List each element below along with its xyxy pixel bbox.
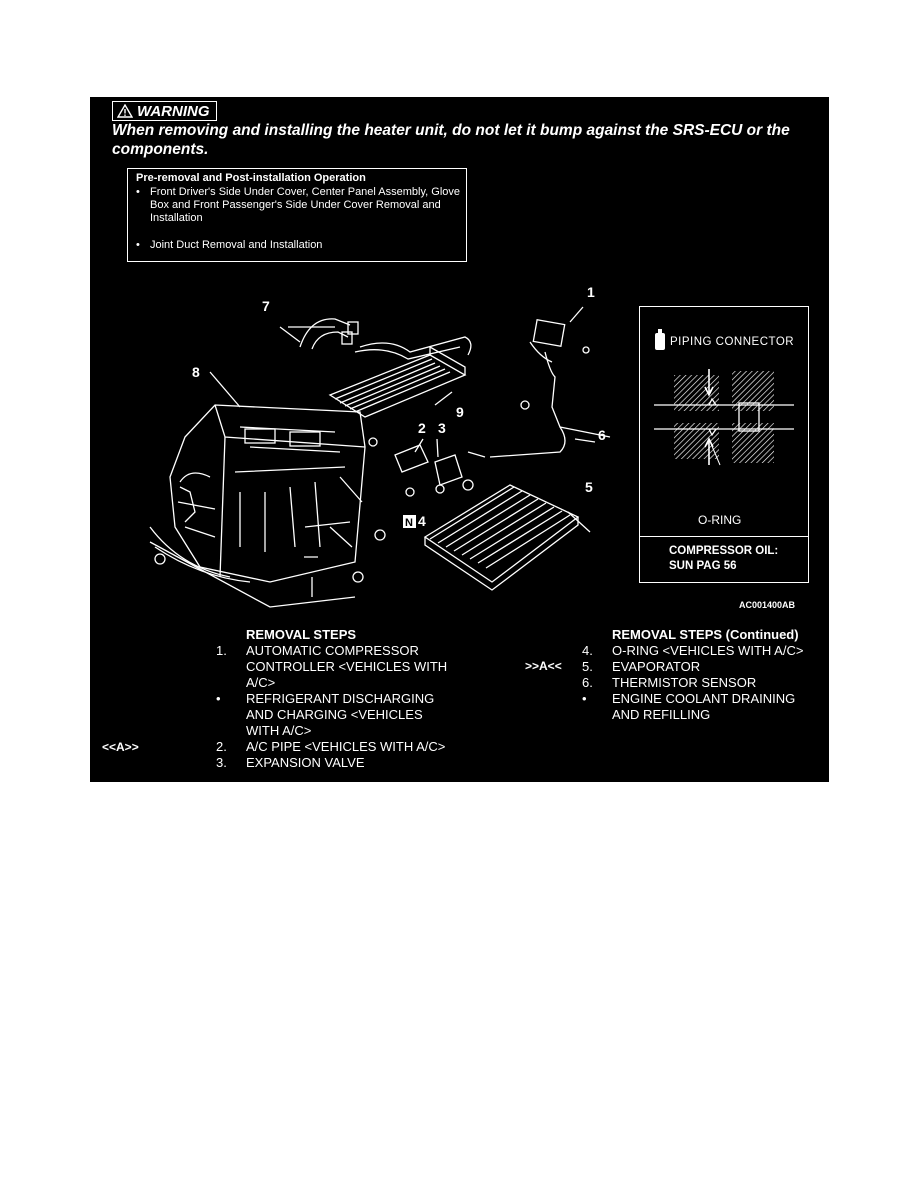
service-manual-panel: [90, 97, 829, 782]
pre-removal-box: [127, 168, 467, 262]
callout-2: 2: [418, 420, 426, 436]
pre-removal-item: • Front Driver's Side Under Cover, Center Panel Assembly, Glove Box and Front Passenger's Side Under Cover Removal and Installation: [136, 186, 461, 224]
step-number: 5.: [582, 659, 593, 674]
expansion-valve: [369, 438, 473, 496]
step-bullet: •: [216, 691, 221, 706]
callout-5: 5: [585, 479, 593, 495]
step-number: 6.: [582, 675, 593, 690]
oring-label: O-RING: [698, 513, 742, 527]
step-text: ENGINE COOLANT DRAINING AND REFILLING: [612, 691, 796, 722]
figure-id: AC001400AB: [739, 600, 796, 610]
step-number: 2.: [216, 739, 227, 754]
pre-removal-item: • Joint Duct Removal and Installation: [136, 239, 323, 251]
callout-6: 6: [598, 427, 606, 443]
callout-8: 8: [192, 364, 200, 380]
removal-steps-continued-header: REMOVAL STEPS (Continued): [612, 627, 799, 642]
piping-connector-title: PIPING CONNECTOR: [670, 336, 795, 348]
step-bullet: •: [582, 691, 587, 706]
compressor-controller: [468, 320, 610, 457]
step-number: 3.: [216, 755, 227, 770]
callout-1: 1: [587, 284, 595, 300]
detail-divider: [640, 536, 808, 537]
step-text: O-RING <VEHICLES WITH A/C>: [612, 643, 804, 658]
step-code: >>A<<: [525, 659, 562, 673]
step-number: 4.: [582, 643, 593, 658]
callout-3: 3: [438, 420, 446, 436]
step-text: A/C PIPE <VEHICLES WITH A/C>: [246, 739, 446, 754]
warning-text: When removing and installing the heater unit, do not let it bump against the SRS-ECU or the components.: [112, 122, 790, 158]
step-text: AUTOMATIC COMPRESSOR CONTROLLER <VEHICLES WITH A/C>: [246, 643, 448, 690]
callout-9: 9: [456, 404, 464, 420]
heater-hoses: [300, 319, 358, 349]
step-text: THERMISTOR SENSOR: [612, 675, 757, 690]
removal-steps-header: REMOVAL STEPS: [246, 627, 357, 642]
piping-connector-detail: [639, 306, 809, 583]
warning-badge: [112, 101, 217, 121]
heater-core: [330, 337, 471, 417]
callout-4: 4: [418, 513, 426, 529]
new-part-marker-letter: N: [405, 517, 413, 529]
step-code: <<A>>: [102, 740, 139, 754]
heater-unit-housing: [150, 405, 385, 607]
warning-triangle-icon: [117, 104, 133, 118]
connector-cross-section: [654, 367, 794, 467]
step-text: EVAPORATOR: [612, 659, 701, 674]
step-text: REFRIGERANT DISCHARGING AND CHARGING <VEHICLES WITH A/C>: [246, 691, 435, 738]
evaporator: [425, 485, 578, 590]
compressor-oil-label: COMPRESSOR OIL: SUN PAG 56: [669, 545, 779, 572]
oil-bottle-icon: [654, 329, 666, 351]
callout-7: 7: [262, 298, 270, 314]
warning-label: WARNING: [137, 102, 210, 120]
step-number: 1.: [216, 643, 227, 658]
step-text: EXPANSION VALVE: [246, 755, 365, 770]
pre-removal-title: Pre-removal and Post-installation Operation: [136, 172, 366, 184]
